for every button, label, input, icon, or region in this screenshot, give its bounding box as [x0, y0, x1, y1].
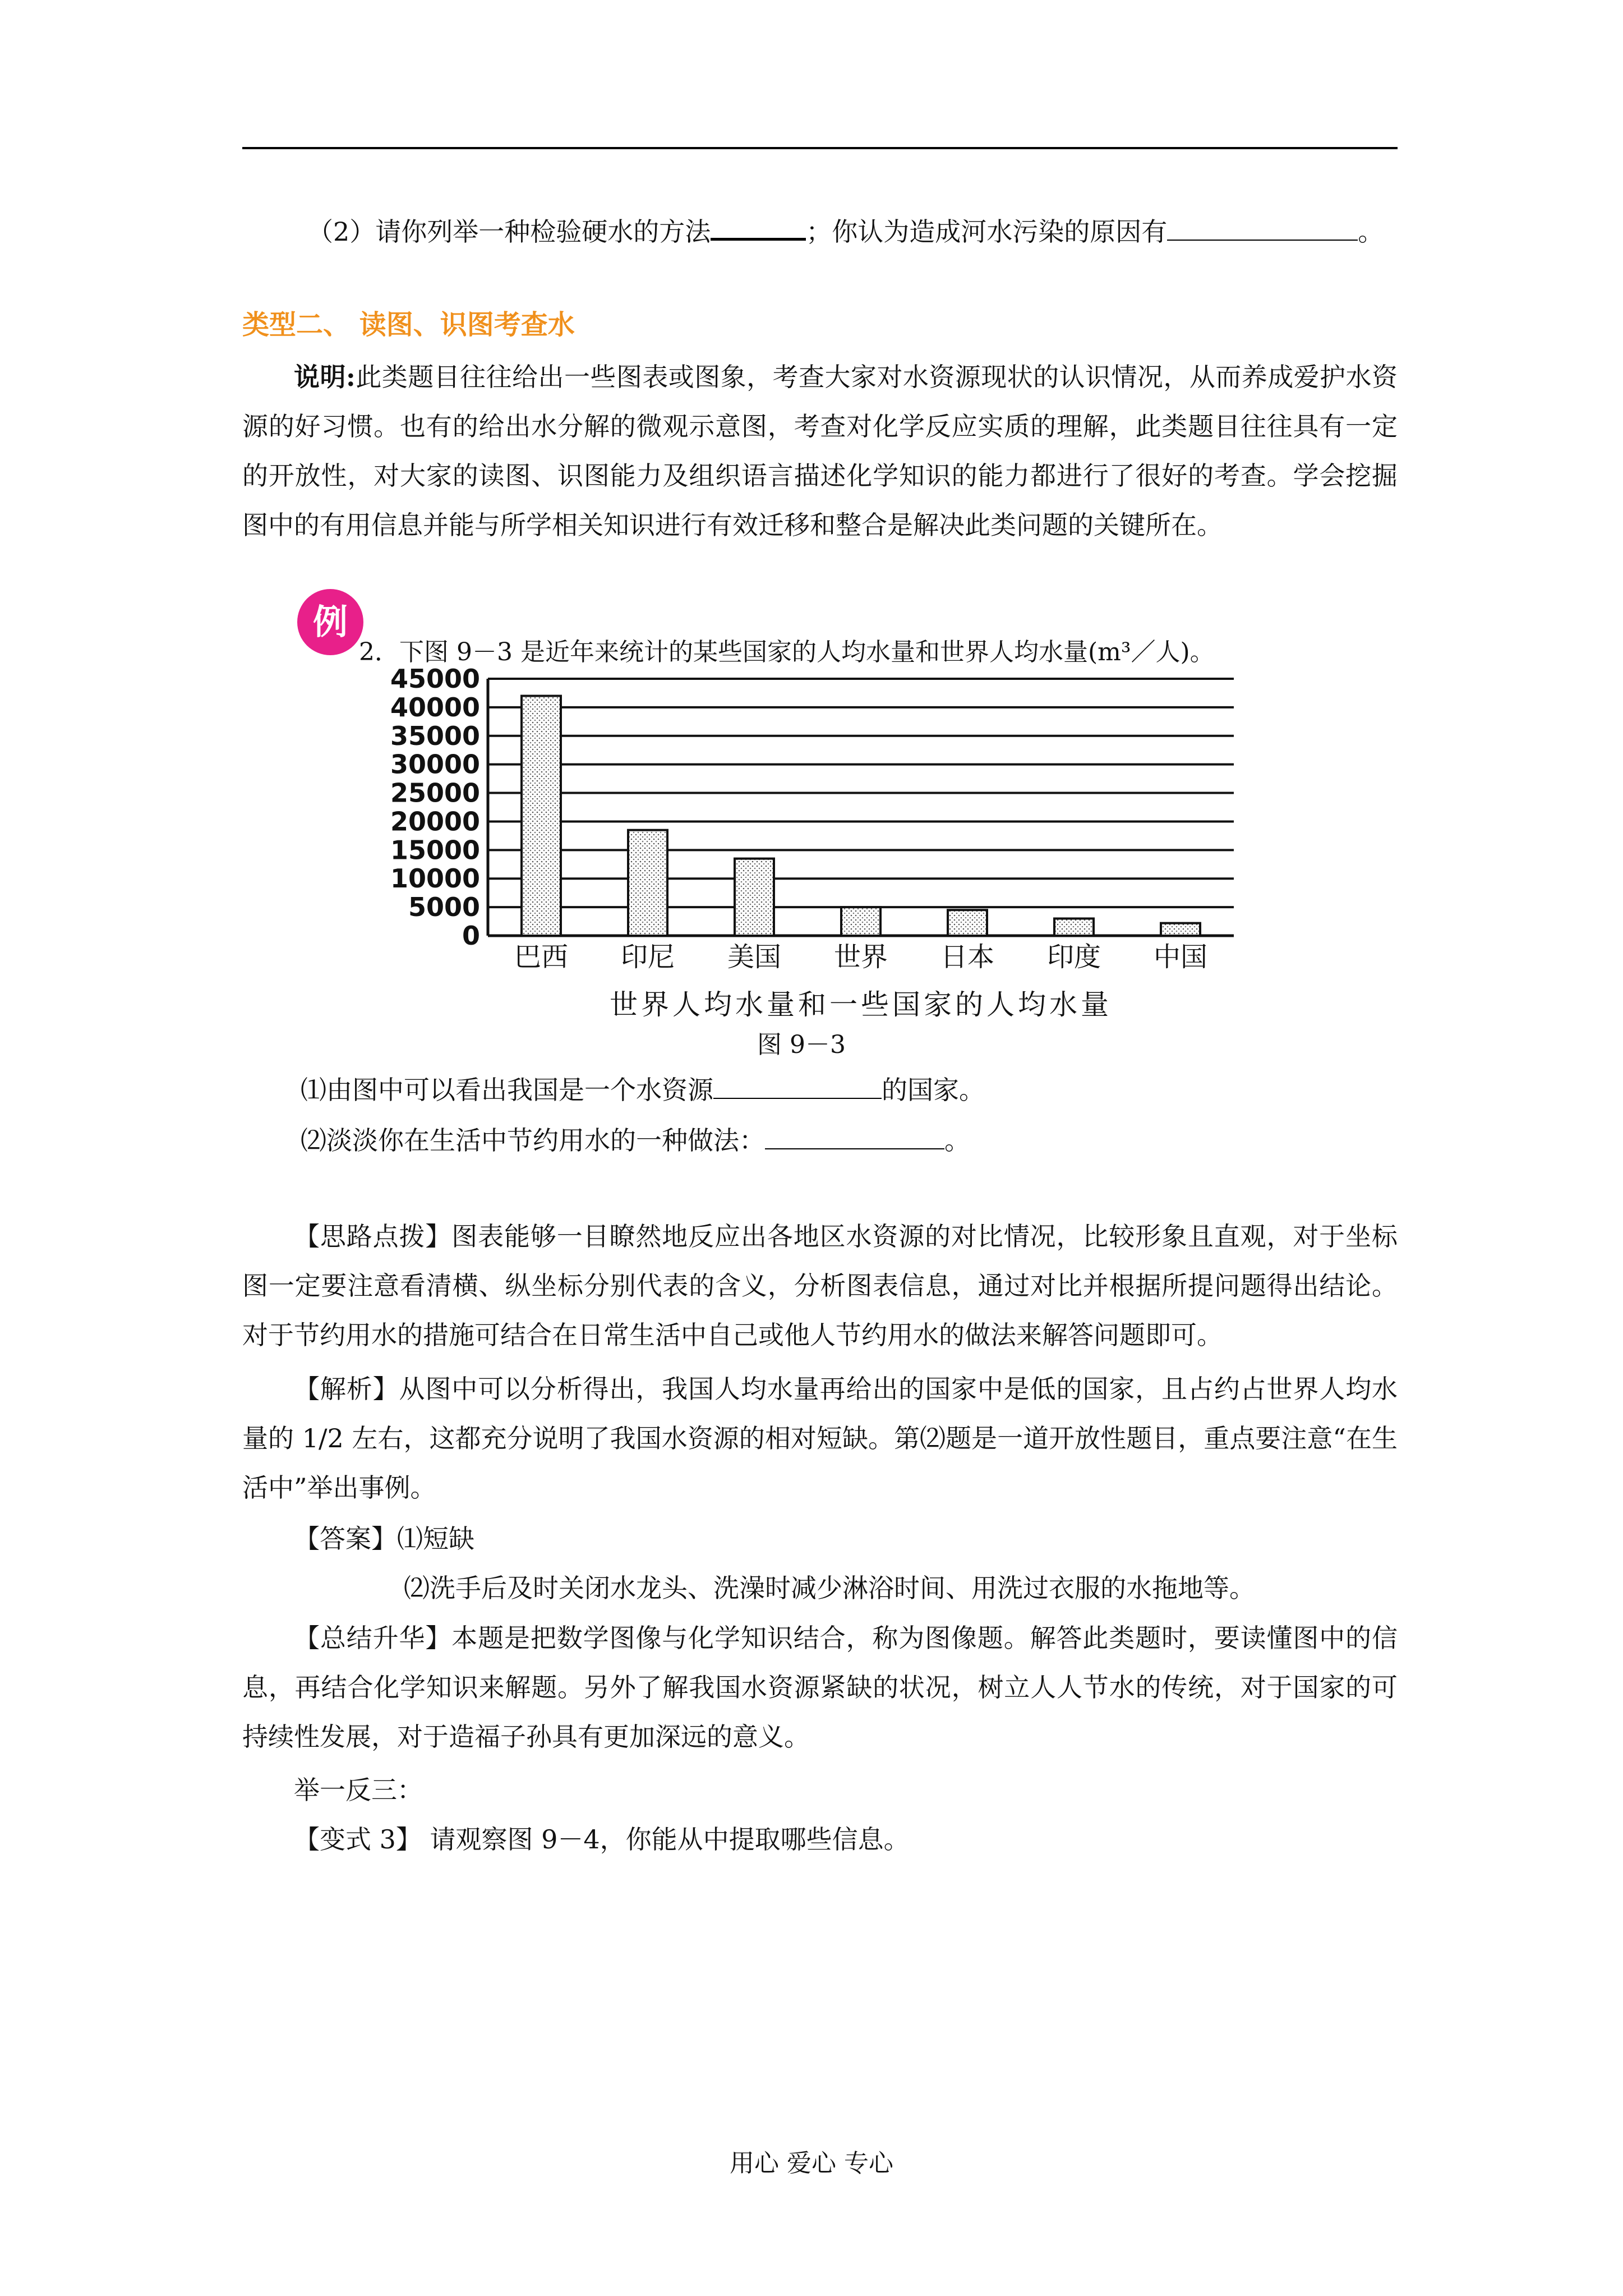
answer-blank[interactable] — [1167, 215, 1358, 241]
analysis-label: 【解析】 — [294, 1374, 399, 1404]
hint-paragraph — [242, 1212, 1398, 1360]
x-tick-label: 巴西 — [514, 941, 569, 973]
chart-container — [348, 668, 1267, 1029]
y-tick-label: 45000 — [390, 668, 480, 694]
x-tick-label: 印尼 — [620, 941, 675, 973]
x-tick-label: 美国 — [727, 941, 782, 973]
practice-label: 【变式 3】 — [294, 1824, 422, 1855]
bar — [948, 910, 987, 936]
answer-label: 【答案】 — [294, 1524, 397, 1554]
y-tick-label: 25000 — [390, 777, 480, 808]
x-tick-label: 印度 — [1046, 941, 1101, 973]
question-1-text: ⑴由图中可以看出我国是一个水资源 — [301, 1075, 713, 1105]
prev-question-end: 。 — [1358, 217, 1384, 247]
explain-text: 此类题目往往给出一些图表或图象，考查大家对水资源现状的认识情况，从而养成爱护水资源的好习惯。也有的给出水分解的微观示意图，考查对化学反应实质的理解，此类题目往往具有一定的开放性，对大家的读图、识图能力及组织语言描述化学知识的能力都进行了很好的考查。学会挖掘图中的有用信息并能与所学相关知识进行有效迁移和整合是解决此类问题的关键所在。 — [242, 362, 1398, 540]
explain-paragraph — [242, 352, 1398, 550]
chart-title: 世界人均水量和一些国家的人均水量 — [610, 988, 1112, 1021]
hint-text: 图表能够一目瞭然地反应出各地区水资源的对比情况，比较形象且直观，对于坐标图一定要注意看清横、纵坐标分别代表的含义，分析图表信息，通过对比并根据所提问题得出结论。对于节约用水的措施可结合在日常生活中自己或他人节约用水的做法来解答问题即可。 — [242, 1221, 1398, 1350]
answer-2: ⑵洗手后及时关闭水龙头、洗澡时减少淋浴时间、用洗过衣服的水拖地等。 — [404, 1573, 1255, 1603]
x-tick-label: 日本 — [940, 941, 995, 973]
summary-paragraph — [242, 1613, 1398, 1761]
practice-question — [294, 1815, 910, 1864]
answer-line-1 — [294, 1515, 474, 1563]
question-2 — [301, 1116, 970, 1165]
y-tick-label: 30000 — [390, 749, 480, 780]
analysis-text: 从图中可以分析得出，我国人均水量再给出的国家中是低的国家，且占约占世界人均水量的 1/2 左右，这都充分说明了我国水资源的相对短缺。第⑵题是一道开放性题目，重点要注意“在生活中”举出事例。 — [242, 1374, 1398, 1503]
x-tick-label: 世界 — [833, 941, 888, 973]
bar-chart — [348, 668, 1267, 1027]
y-tick-label: 0 — [462, 921, 480, 951]
header-rule — [242, 147, 1398, 149]
summary-text: 本题是把数学图像与化学知识结合，称为图像题。解答此类题时，要读懂图中的信息，再结合化学知识来解题。另外了解我国水资源紧缺的状况，树立人人节水的传统，对于国家的可持续性发展，对于造福子孙具有更加深远的意义。 — [242, 1623, 1398, 1752]
y-tick-label: 10000 — [390, 863, 480, 894]
y-tick-label: 20000 — [390, 806, 480, 837]
example-stem: 2．下图 9－3 是近年来统计的某些国家的人均水量和世界人均水量(m³／人)。 — [359, 638, 1215, 666]
explain-label: 说明: — [294, 362, 356, 392]
prev-question — [307, 208, 1384, 256]
y-tick-label: 35000 — [390, 720, 480, 751]
bar — [522, 696, 561, 936]
bar — [735, 859, 774, 936]
answer-1: ⑴短缺 — [397, 1524, 474, 1554]
bar — [841, 907, 880, 936]
y-tick-label: 5000 — [408, 892, 480, 923]
figure-caption: 图 9－3 — [757, 1030, 846, 1059]
summary-label: 【总结升华】 — [294, 1623, 452, 1653]
prev-question-mid: ；你认为造成河水污染的原因有 — [806, 217, 1168, 247]
question-1-end: 的国家。 — [882, 1075, 985, 1105]
page-footer: 用心 爱心 专心 — [730, 2149, 893, 2178]
answer-blank[interactable] — [711, 213, 806, 241]
question-2-text: ⑵淡淡你在生活中节约用水的一种做法： — [301, 1125, 765, 1156]
x-tick-label: 中国 — [1153, 941, 1208, 973]
question-1 — [301, 1066, 985, 1114]
hint-label: 【思路点拨】 — [294, 1221, 452, 1251]
analysis-paragraph — [242, 1364, 1398, 1512]
practice-text: 请观察图 9－4，你能从中提取哪些信息。 — [421, 1824, 910, 1855]
prev-question-text: （2）请你列举一种检验硬水的方法 — [307, 217, 711, 247]
bar — [628, 830, 667, 936]
question-2-end: 。 — [944, 1125, 970, 1156]
y-tick-label: 15000 — [390, 835, 480, 866]
answer-blank-1[interactable] — [713, 1073, 882, 1099]
y-tick-label: 40000 — [390, 692, 480, 723]
answer-blank-2[interactable] — [765, 1124, 944, 1149]
bar — [1054, 918, 1094, 936]
practice-intro: 举一反三： — [294, 1775, 423, 1805]
example-badge: 例 — [297, 589, 363, 655]
bar — [1161, 923, 1200, 936]
section-title: 类型二、 读图、识图考查水 — [242, 309, 575, 341]
